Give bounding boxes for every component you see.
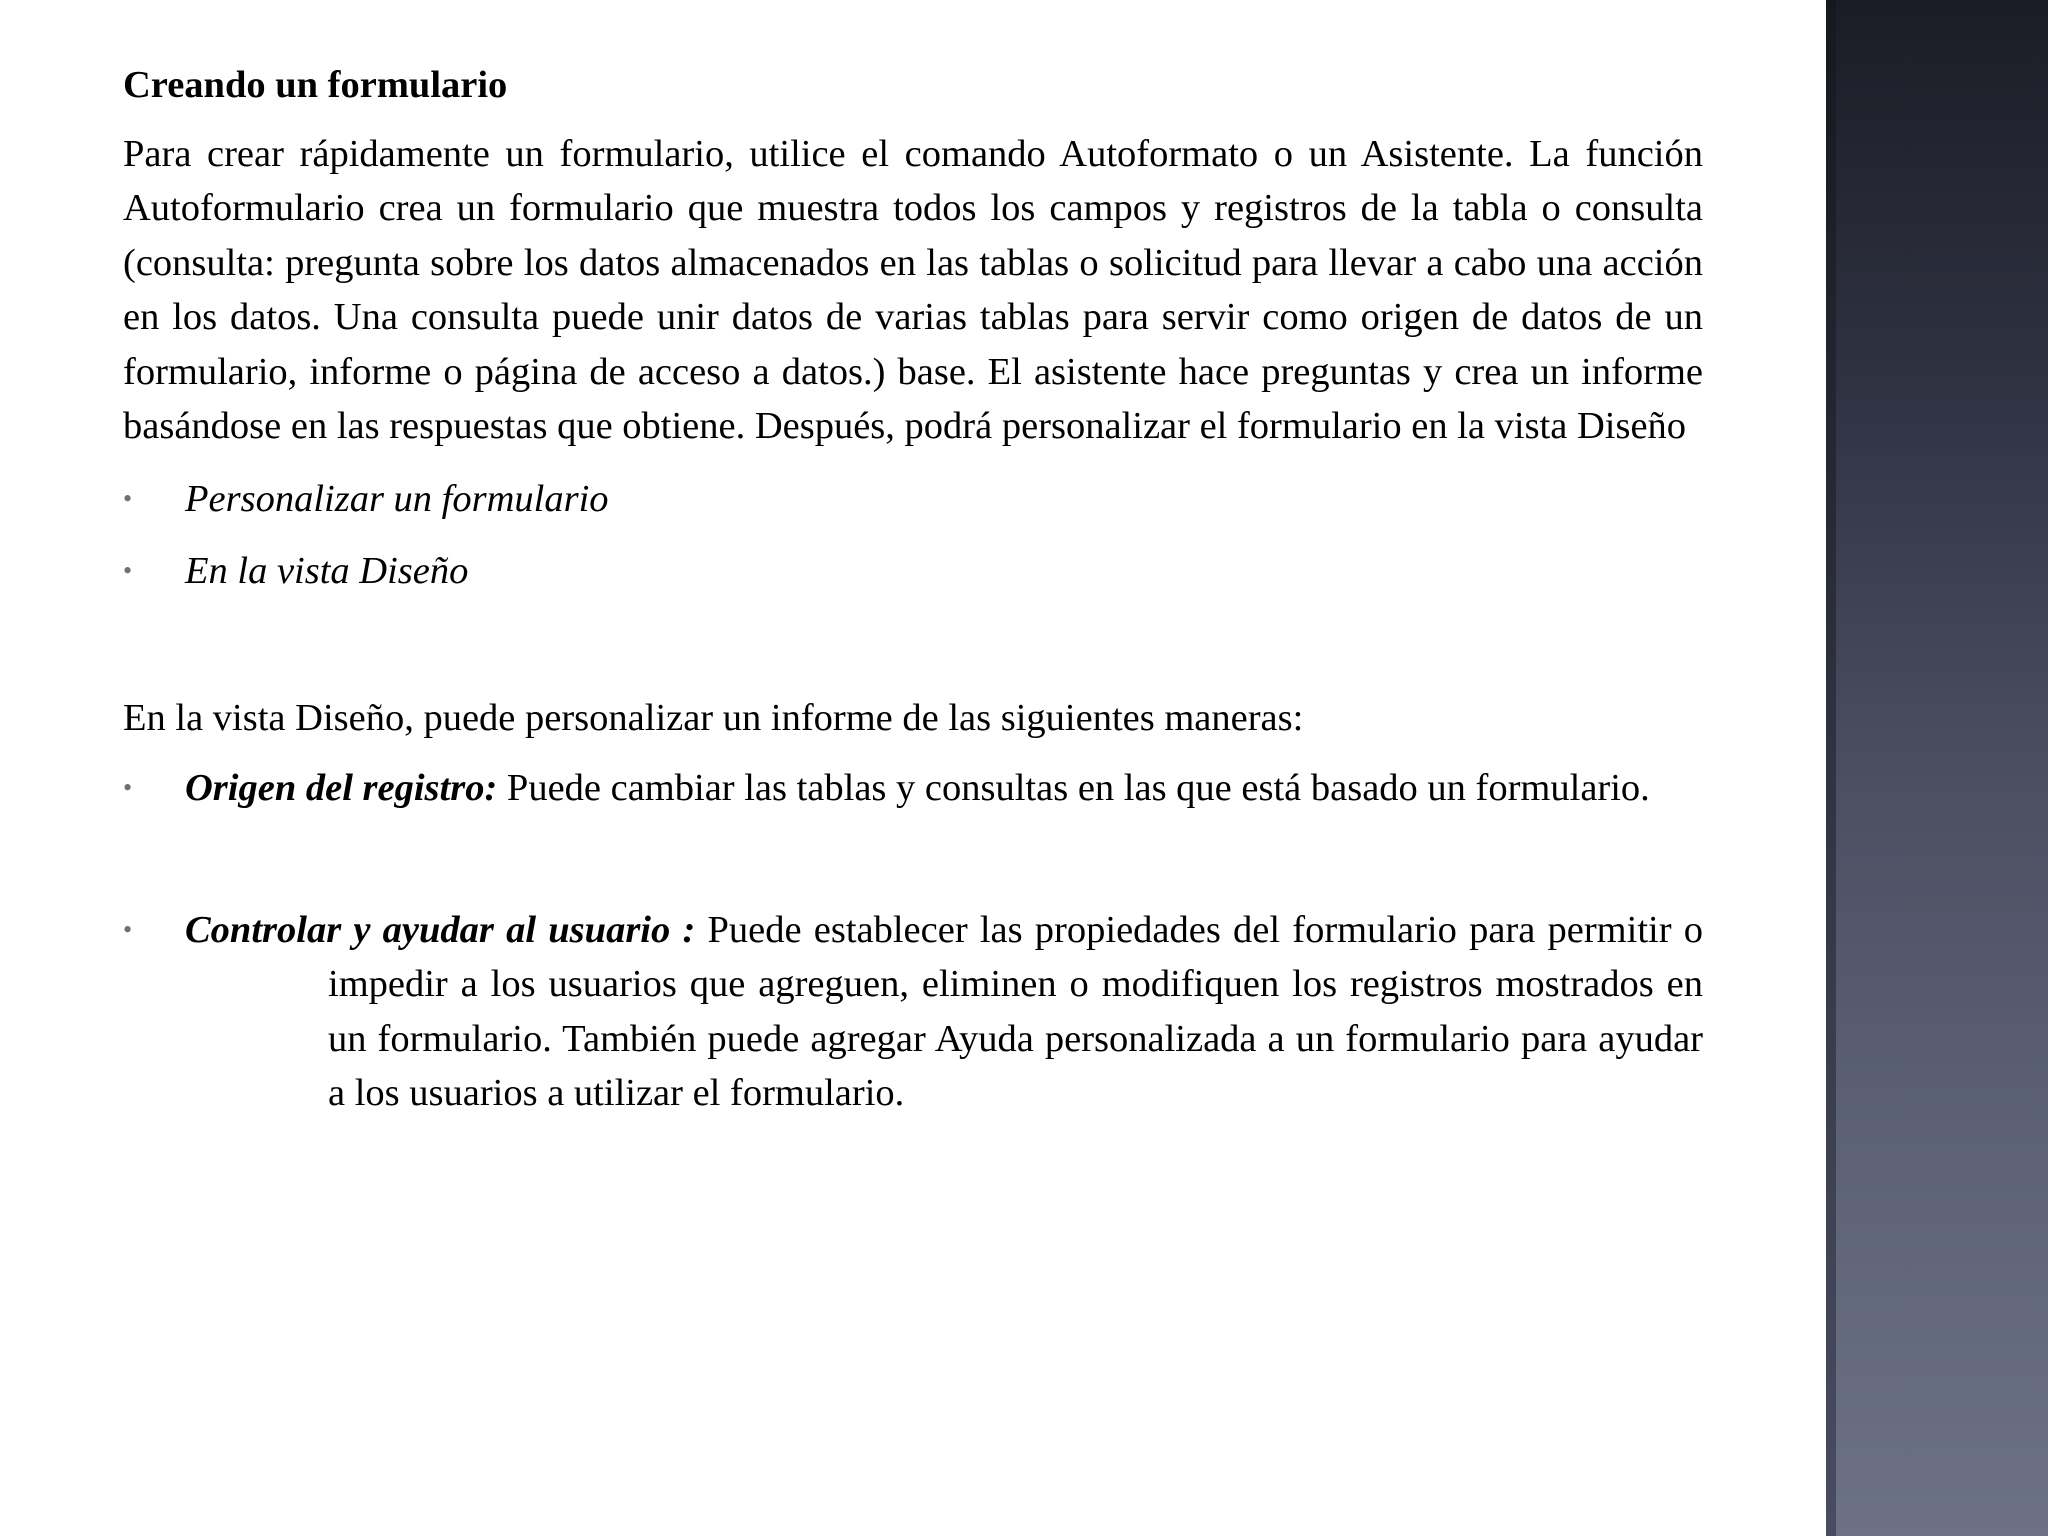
bullet-icon: • xyxy=(123,483,133,513)
bullet-text: En la vista Diseño xyxy=(185,550,469,592)
definition-text: Puede cambiar las tablas y consultas en las que está basado un formulario. xyxy=(497,767,1650,809)
bullet-icon: • xyxy=(123,914,133,944)
bullet-icon: • xyxy=(123,773,133,802)
definition-list xyxy=(123,761,1703,1121)
design-view-paragraph: En la vista Diseño, puede personalizar un informe de las siguientes maneras: xyxy=(123,696,1304,739)
definition-term: Origen del registro: xyxy=(185,767,498,809)
slide-heading: Creando un formulario xyxy=(123,64,508,106)
italic-bullet-list xyxy=(123,472,1703,599)
decorative-sidebar xyxy=(1826,0,2048,1536)
list-item xyxy=(123,544,1703,599)
definition-text: Puede establecer las propiedades del formulario para permitir o impedir a los usuarios que agreguen, eliminen o modifiquen los registros mostrados en un formulario. También puede agregar Ayuda personalizada a un formulario para ayudar a los usuarios a utilizar el formulario. xyxy=(328,908,1703,1114)
bullet-text: Personalizar un formulario xyxy=(185,477,609,520)
definition-term: Controlar y ayudar al usuario : xyxy=(185,908,696,951)
bullet-icon: • xyxy=(123,556,133,585)
definition-item xyxy=(123,761,1703,816)
definition-item xyxy=(123,903,1703,1121)
slide-content xyxy=(123,58,1703,1121)
list-item xyxy=(123,472,1703,527)
intro-paragraph: Para crear rápidamente un formulario, utilice el comando Autoformato o un Asistente. La función Autoformulario crea un formulario que muestra todos los campos y registros de la tabla o consulta (consulta: pregunta sobre los datos almacenados en las tablas o solicitud para llevar a cabo una acción en los datos. Una consulta puede unir datos de varias tablas para servir como origen de datos de un formulario, informe o página de acceso a datos.) base. El asistente hace preguntas y crea un informe basándose en las respuestas que obtiene. Después, podrá personalizar el formulario en la vista Diseño xyxy=(123,132,1703,447)
